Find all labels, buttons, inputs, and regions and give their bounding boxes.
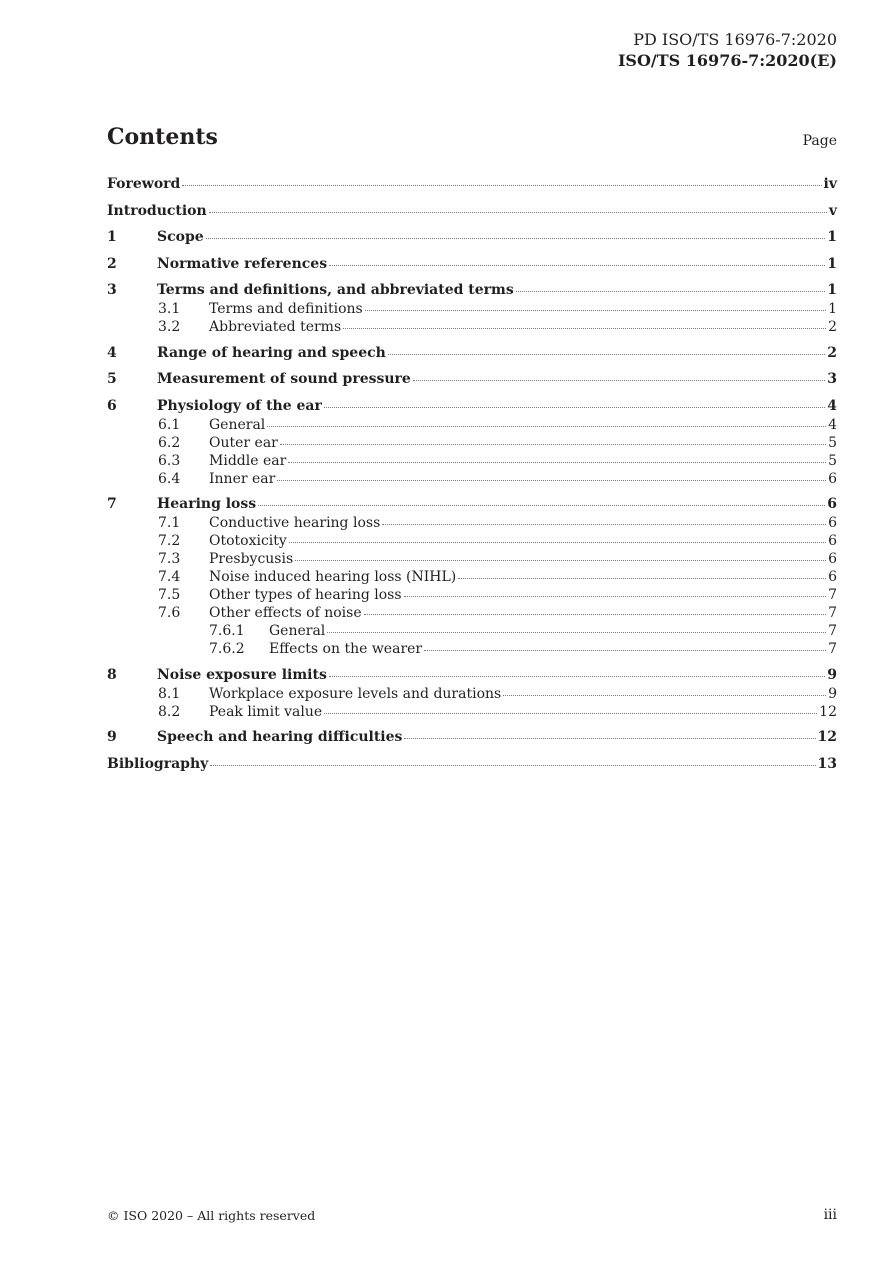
toc-entry-number: 6.3 xyxy=(158,452,181,469)
toc-entry-title: Ototoxicity xyxy=(209,533,287,549)
toc-entry-page: 1 xyxy=(827,282,837,298)
toc-entry[interactable] xyxy=(107,280,837,300)
page-number: iii xyxy=(823,1207,837,1223)
toc-entry-number: 6.1 xyxy=(158,416,181,433)
toc-entry-number: 5 xyxy=(107,371,117,387)
toc-entry-page: 2 xyxy=(828,319,837,335)
toc-entry-title: Inner ear xyxy=(209,470,276,487)
toc-entry-number: 6.2 xyxy=(158,434,181,451)
toc-entry-page: 6 xyxy=(828,569,837,585)
toc-entry-title: Outer ear xyxy=(209,434,278,451)
dot-leader xyxy=(343,327,826,329)
toc-entry-title: Foreword xyxy=(107,176,181,192)
toc-entry-page: 9 xyxy=(827,666,837,683)
toc-entry[interactable] xyxy=(107,604,837,622)
page-column-label: Page xyxy=(802,133,837,149)
toc-entry-page: 6 xyxy=(828,470,837,487)
toc-entry[interactable] xyxy=(107,568,837,586)
toc-entry-number: 3 xyxy=(107,282,117,298)
toc-entry-page: 7 xyxy=(828,605,837,621)
dot-leader xyxy=(267,425,826,427)
toc-entry-page: 12 xyxy=(819,703,837,720)
toc-entry-page: 1 xyxy=(827,229,837,245)
toc-entry-page: 3 xyxy=(827,371,837,387)
toc-entry-page: 4 xyxy=(827,397,837,414)
toc-entry[interactable] xyxy=(107,343,837,363)
toc-entry-number: 2 xyxy=(107,255,117,272)
toc-entry-title: Measurement of sound pressure xyxy=(157,371,411,387)
toc-entry[interactable] xyxy=(107,300,837,318)
toc-entry-number: 9 xyxy=(107,729,117,745)
toc-entry-number: 7.1 xyxy=(158,515,181,531)
toc-entry-title: Range of hearing and speech xyxy=(157,344,386,361)
toc-entry-number: 8.1 xyxy=(158,685,181,702)
dot-leader xyxy=(324,712,817,714)
toc-entry-page: 9 xyxy=(828,685,837,702)
toc-entry-title: Noise induced hearing loss (NIHL) xyxy=(209,569,457,585)
toc-entry-number: 8 xyxy=(107,666,117,683)
copyright-notice: © ISO 2020 – All rights reserved xyxy=(107,1208,316,1223)
toc-entry-title: Noise exposure limits xyxy=(157,666,327,683)
dot-leader xyxy=(295,559,826,561)
toc-entry-page: 1 xyxy=(828,301,837,317)
toc-entry[interactable] xyxy=(107,622,837,640)
dot-leader xyxy=(365,309,826,311)
toc-entry-title: General xyxy=(209,416,266,433)
toc-entry-title: Hearing loss xyxy=(157,496,257,512)
toc-entry[interactable] xyxy=(107,416,837,434)
dot-leader xyxy=(382,523,826,525)
document-designation: PD ISO/TS 16976-7:2020 xyxy=(633,30,837,49)
dot-leader xyxy=(324,406,825,408)
toc-entry-page: 7 xyxy=(828,641,837,657)
toc-entry-number: 7.4 xyxy=(158,569,181,585)
toc-entry[interactable] xyxy=(107,201,837,221)
toc-entry-title: Speech and hearing difficulties xyxy=(157,729,403,745)
document-reference: ISO/TS 16976-7:2020(E) xyxy=(617,51,837,70)
toc-entry[interactable] xyxy=(107,174,837,194)
toc-entry-number: 7 xyxy=(107,496,117,512)
toc-entry-page: 5 xyxy=(828,452,837,469)
toc-entry-page: 13 xyxy=(817,755,837,772)
toc-entry-number: 6.4 xyxy=(158,470,181,487)
toc-entry-title: Other types of hearing loss xyxy=(209,587,402,603)
toc-entry[interactable] xyxy=(107,434,837,452)
toc-entry-title: Terms and definitions xyxy=(209,301,363,317)
toc-entry-title: Scope xyxy=(157,229,204,245)
toc-entry[interactable] xyxy=(107,550,837,568)
dot-leader xyxy=(516,290,826,292)
dot-leader xyxy=(388,353,825,355)
toc-entry-page: 6 xyxy=(828,515,837,531)
dot-leader xyxy=(364,613,826,615)
toc-entry-title: Effects on the wearer xyxy=(269,641,423,657)
dot-leader xyxy=(404,595,827,597)
toc-entry-title: Conductive hearing loss xyxy=(209,515,381,531)
toc-entry-page: 2 xyxy=(827,344,837,361)
table-of-contents xyxy=(107,174,837,774)
toc-entry-number: 4 xyxy=(107,344,117,361)
toc-entry-page: 7 xyxy=(828,587,837,603)
dot-leader xyxy=(503,694,826,696)
toc-entry-number: 1 xyxy=(107,229,117,245)
dot-leader xyxy=(424,649,826,651)
dot-leader xyxy=(277,479,826,481)
toc-entry-page: 6 xyxy=(827,496,837,512)
toc-entry-number: 3.2 xyxy=(158,319,181,335)
toc-entry-page: 6 xyxy=(828,551,837,567)
toc-entry[interactable] xyxy=(107,586,837,604)
dot-leader xyxy=(404,737,815,739)
toc-entry-number: 7.3 xyxy=(158,551,181,567)
toc-entry-number: 7.6.2 xyxy=(209,641,245,657)
toc-entry-number: 7.6.1 xyxy=(209,623,245,639)
toc-entry[interactable] xyxy=(107,318,837,336)
toc-entry-number: 7.2 xyxy=(158,533,181,549)
toc-entry-number: 6 xyxy=(107,397,117,414)
toc-entry-title: Abbreviated terms xyxy=(209,319,342,335)
toc-entry-title: Physiology of the ear xyxy=(157,397,322,414)
toc-entry[interactable] xyxy=(107,532,837,550)
toc-entry-number: 3.1 xyxy=(158,301,181,317)
toc-entry[interactable] xyxy=(107,685,837,703)
toc-entry[interactable] xyxy=(107,254,837,274)
toc-entry[interactable] xyxy=(107,640,837,658)
toc-entry-title: Terms and definitions, and abbreviated terms xyxy=(157,282,514,298)
dot-leader xyxy=(289,541,826,543)
dot-leader xyxy=(329,264,825,266)
toc-entry[interactable] xyxy=(107,754,837,774)
toc-entry-page: 5 xyxy=(828,434,837,451)
dot-leader xyxy=(280,443,826,445)
toc-entry-page: iv xyxy=(823,176,837,192)
toc-entry-number: 7.6 xyxy=(158,605,181,621)
dot-leader xyxy=(182,184,821,186)
dot-leader xyxy=(327,631,826,633)
toc-entry-page: 1 xyxy=(827,255,837,272)
dot-leader xyxy=(210,764,815,766)
toc-entry-number: 7.5 xyxy=(158,587,181,603)
toc-entry-page: v xyxy=(828,202,837,219)
toc-entry-page: 4 xyxy=(828,416,837,433)
toc-entry-title: General xyxy=(269,623,326,639)
toc-entry-page: 12 xyxy=(817,729,837,745)
toc-entry[interactable] xyxy=(107,396,837,416)
page-title: Contents xyxy=(107,124,218,150)
dot-leader xyxy=(329,675,825,677)
toc-entry[interactable] xyxy=(107,227,837,247)
toc-entry-title: Peak limit value xyxy=(209,703,323,720)
dot-leader xyxy=(288,461,826,463)
toc-entry-title: Workplace exposure levels and durations xyxy=(209,685,502,702)
toc-entry-title: Bibliography xyxy=(107,755,209,772)
toc-entry[interactable] xyxy=(107,665,837,685)
toc-entry[interactable] xyxy=(107,494,837,514)
toc-entry[interactable] xyxy=(107,703,837,721)
toc-entry[interactable] xyxy=(107,369,837,389)
toc-entry-page: 6 xyxy=(828,533,837,549)
toc-entry[interactable] xyxy=(107,514,837,532)
toc-entry[interactable] xyxy=(107,470,837,488)
toc-entry[interactable] xyxy=(107,452,837,470)
toc-entry-title: Normative references xyxy=(157,255,328,272)
toc-entry-page: 7 xyxy=(828,623,837,639)
toc-entry-number: 8.2 xyxy=(158,703,181,720)
toc-entry-title: Presbycusis xyxy=(209,551,294,567)
toc-entry-title: Middle ear xyxy=(209,452,287,469)
dot-leader xyxy=(206,237,826,239)
toc-entry-title: Introduction xyxy=(107,202,207,219)
dot-leader xyxy=(209,211,827,213)
toc-entry-title: Other effects of noise xyxy=(209,605,362,621)
dot-leader xyxy=(258,504,825,506)
dot-leader xyxy=(413,379,825,381)
toc-entry[interactable] xyxy=(107,727,837,747)
dot-leader xyxy=(458,577,826,579)
